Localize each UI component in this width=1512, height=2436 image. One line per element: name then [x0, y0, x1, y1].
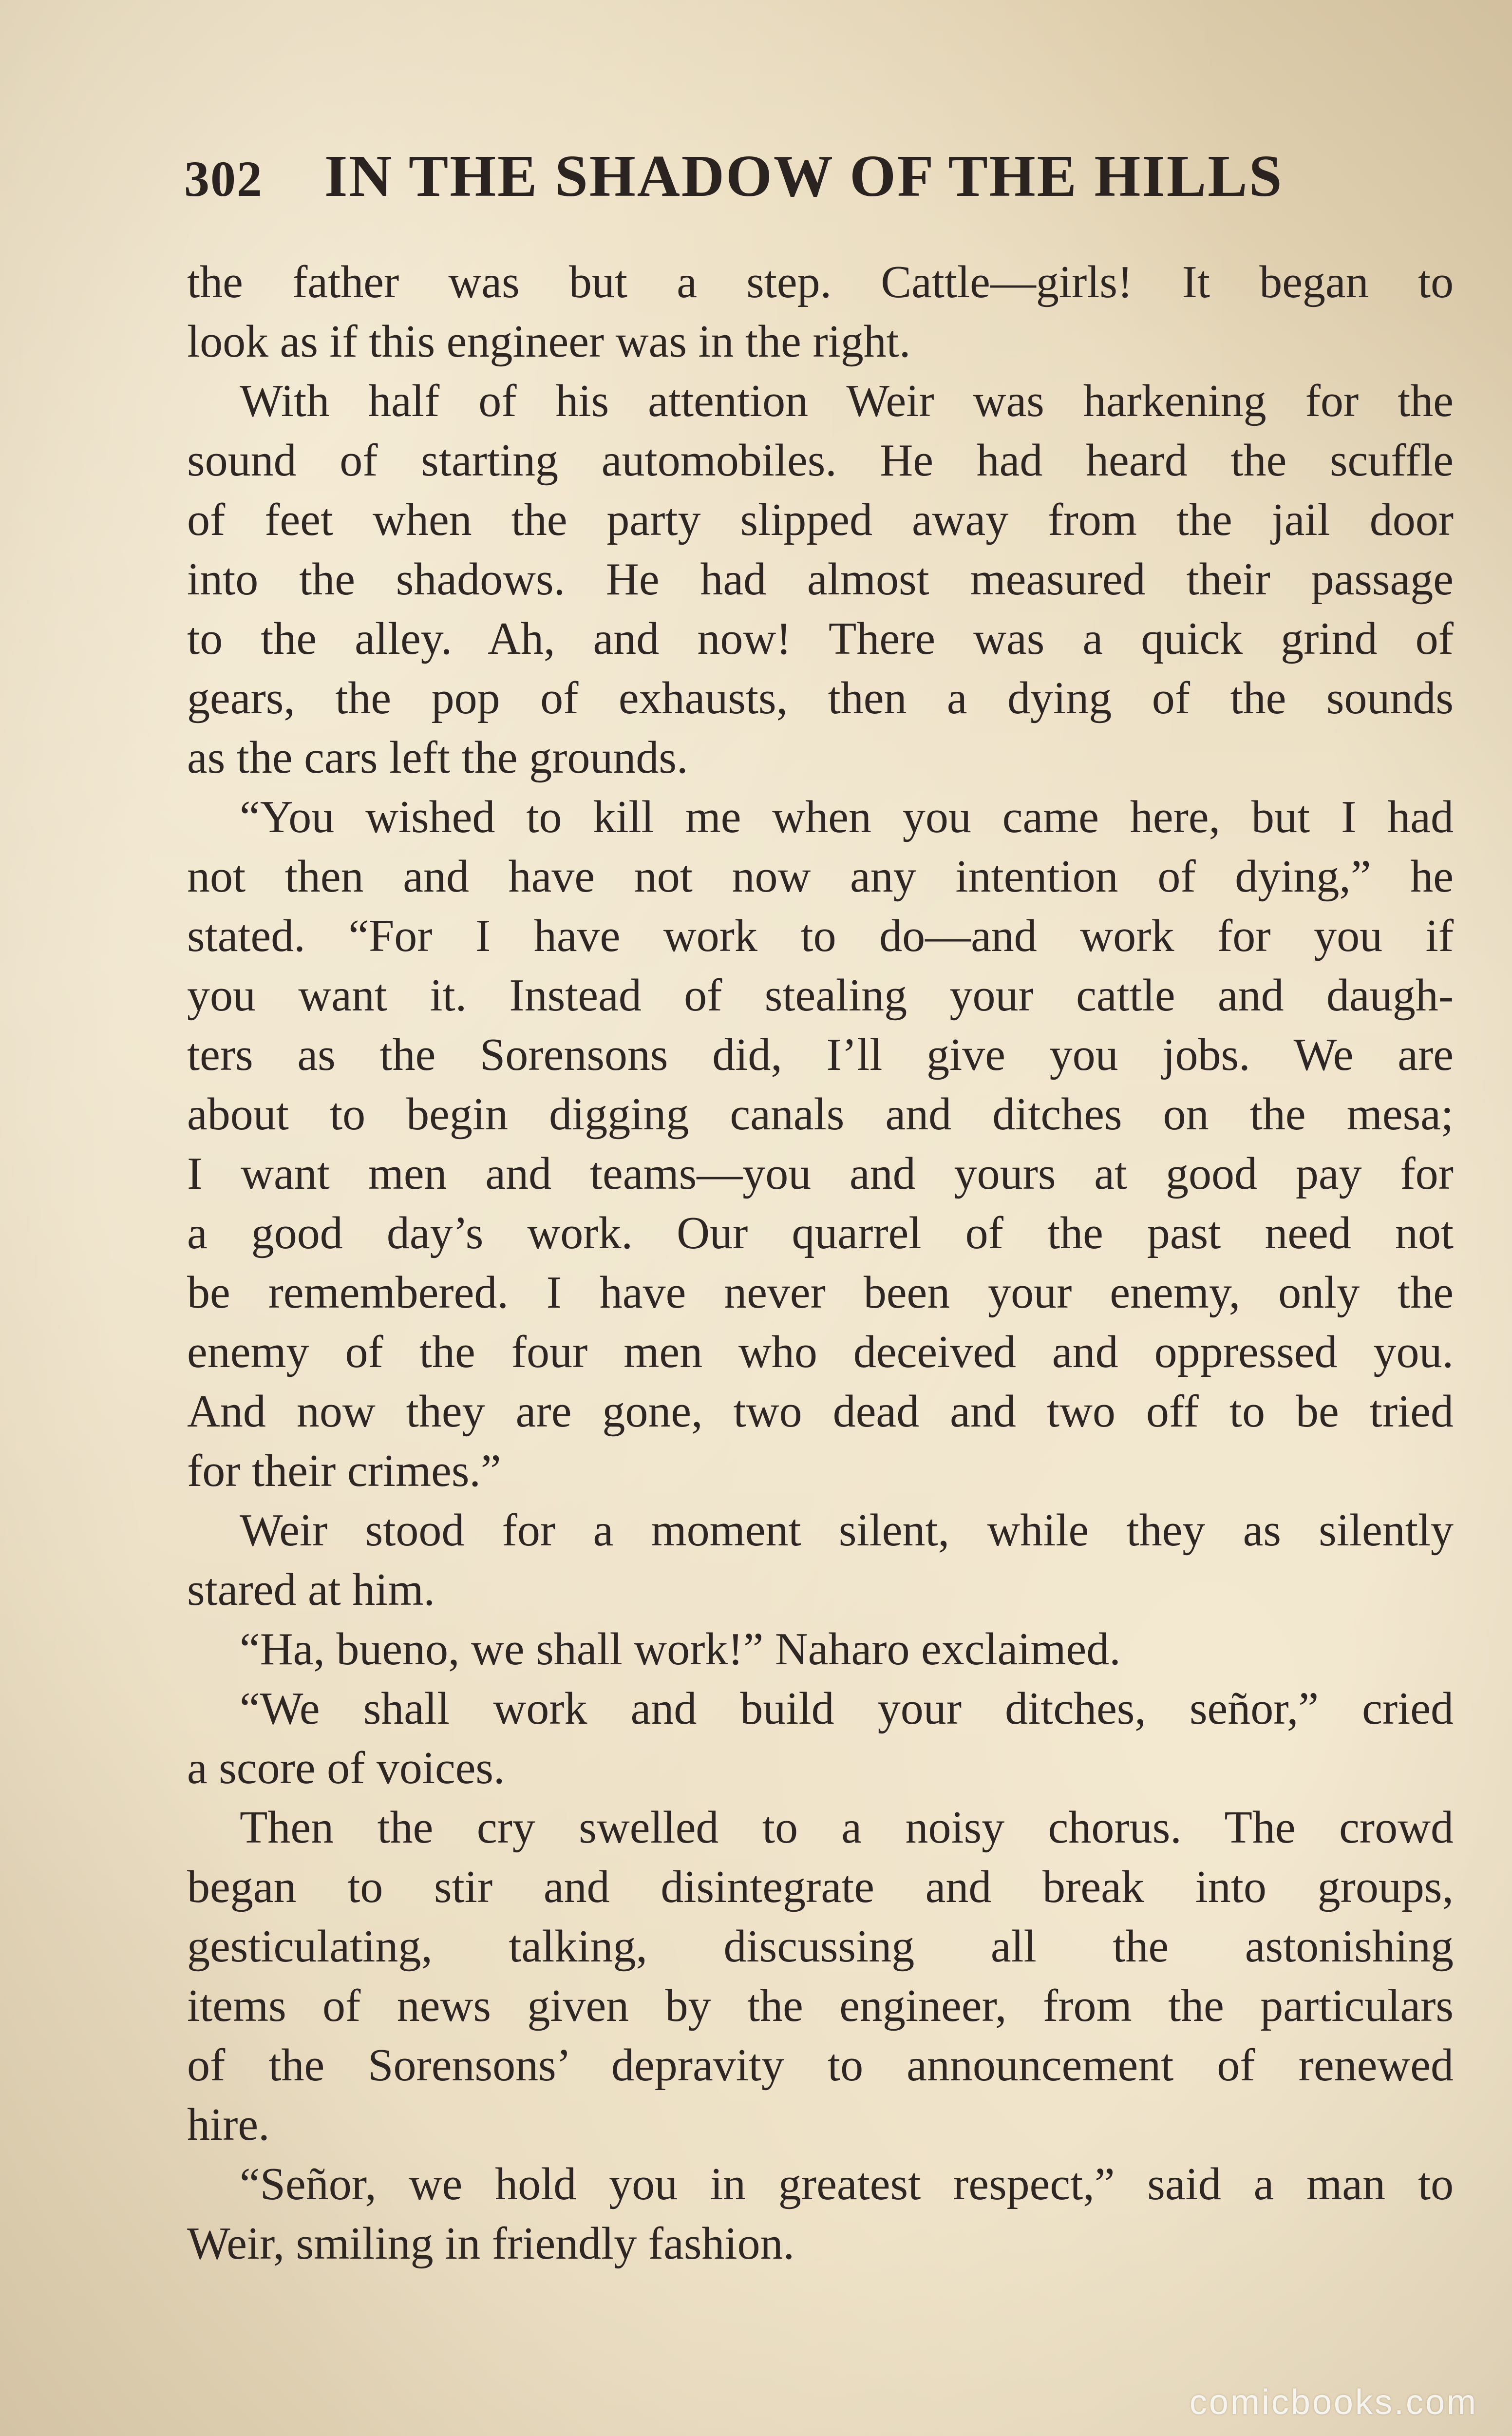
text-line: gears, the pop of exhausts, then a dying of the sounds — [187, 673, 1454, 723]
text-line: the father was but a step. Cattle—girls! It began to — [187, 257, 1454, 307]
text-line: I want men and teams—you and yours at good pay for — [187, 1148, 1454, 1199]
text-line: And now they are gone, two dead and two off to be tried — [187, 1386, 1454, 1437]
text-line: began to stir and disintegrate and break into groups, — [187, 1862, 1454, 1912]
text-line: you want it. Instead of stealing your cattle and daugh- — [187, 970, 1454, 1021]
text-line: gesticulating, talking, discussing all the astonishing — [187, 1921, 1454, 1972]
text-line: about to begin digging canals and ditches on the mesa; — [187, 1089, 1454, 1140]
text-line: of the Sorensons’ depravity to announcement of renewed — [187, 2040, 1454, 2091]
text-line: for their crimes.” — [187, 1446, 501, 1496]
text-line: “We shall work and build your ditches, señor,” cried — [240, 1683, 1454, 1734]
page-header — [184, 142, 1451, 220]
text-line: into the shadows. He had almost measured their passage — [187, 554, 1454, 605]
text-line: stated. “For I have work to do—and work for you if — [187, 911, 1454, 961]
text-line: hire. — [187, 2099, 270, 2150]
text-line: With half of his attention Weir was harkening for the — [240, 376, 1454, 426]
text-line: of feet when the party slipped away from the jail door — [187, 495, 1454, 545]
text-line: a score of voices. — [187, 1743, 505, 1793]
text-line: “Ha, bueno, we shall work!” Naharo exclaimed. — [240, 1624, 1121, 1675]
text-line: a good day’s work. Our quarrel of the past need not — [187, 1208, 1454, 1258]
text-line: not then and have not now any intention of dying,” he — [187, 851, 1454, 902]
running-head: IN THE SHADOW OF THE HILLS — [324, 143, 1284, 209]
text-line: enemy of the four men who deceived and oppressed you. — [187, 1327, 1454, 1377]
text-line: “Señor, we hold you in greatest respect,” said a man to — [240, 2159, 1454, 2209]
page-number: 302 — [184, 151, 263, 207]
text-line: “You wished to kill me when you came here, but I had — [240, 792, 1454, 842]
text-line: ters as the Sorensons did, I’ll give you jobs. We are — [187, 1029, 1454, 1080]
text-line: look as if this engineer was in the right. — [187, 316, 911, 367]
text-line: Weir, smiling in friendly fashion. — [187, 2218, 795, 2269]
text-line: as the cars left the grounds. — [187, 732, 688, 783]
body-text — [187, 252, 1454, 2273]
text-line: stared at him. — [187, 1564, 435, 1615]
text-line: Weir stood for a moment silent, while they as silently — [240, 1505, 1454, 1556]
text-line: be remembered. I have never been your enemy, only the — [187, 1267, 1454, 1318]
text-line: Then the cry swelled to a noisy chorus. The crowd — [240, 1802, 1454, 1853]
text-line: items of news given by the engineer, from the particulars — [187, 1980, 1454, 2031]
text-line: sound of starting automobiles. He had heard the scuffle — [187, 435, 1454, 486]
watermark: comicbooks.com — [1189, 2383, 1478, 2422]
text-line: to the alley. Ah, and now! There was a quick grind of — [187, 613, 1454, 664]
